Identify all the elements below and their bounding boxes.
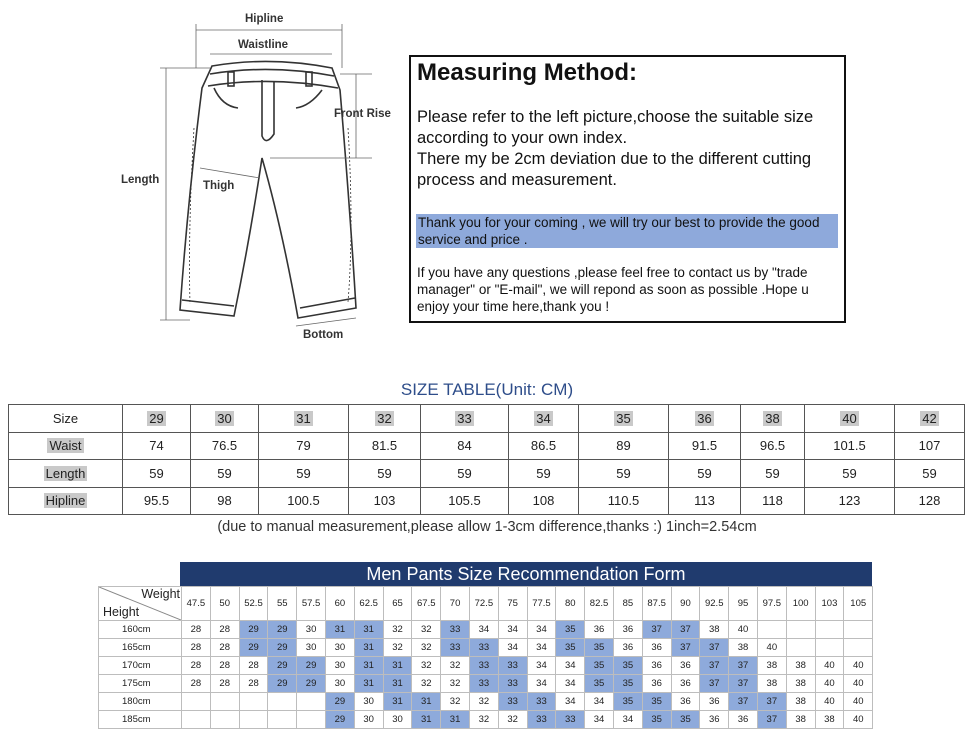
size-cell: 74 — [123, 432, 191, 460]
size-recommendation-cell: 29 — [297, 657, 326, 675]
size-recommendation-cell: 28 — [182, 675, 211, 693]
height-row-170cm — [99, 657, 873, 675]
size-recommendation-cell: 32 — [441, 675, 470, 693]
weight-header-cell: 80 — [556, 587, 585, 621]
size-recommendation-cell: 36 — [613, 621, 642, 639]
height-label-cell: 180cm — [99, 693, 182, 711]
size-recommendation-cell: 40 — [844, 675, 873, 693]
size-recommendation-cell — [786, 621, 815, 639]
size-value: 30 — [217, 410, 232, 426]
size-recommendation-cell: 30 — [354, 711, 383, 729]
size-recommendation-cell: 31 — [383, 675, 412, 693]
size-recommendation-cell: 30 — [354, 693, 383, 711]
size-recommendation-cell: 28 — [182, 639, 211, 657]
size-recommendation-cell: 36 — [585, 621, 614, 639]
size-table-title: SIZE TABLE(Unit: CM) — [400, 380, 574, 399]
size-recommendation-cell: 34 — [498, 639, 527, 657]
size-header-cell — [579, 405, 669, 433]
size-header-cell — [509, 405, 579, 433]
size-recommendation-cell — [210, 711, 239, 729]
size-recommendation-cell: 35 — [585, 639, 614, 657]
height-row-160cm — [99, 621, 873, 639]
size-recommendation-cell: 34 — [469, 621, 498, 639]
size-value: 29 — [149, 410, 164, 426]
size-recommendation-cell: 31 — [412, 693, 441, 711]
height-row-165cm — [99, 639, 873, 657]
size-recommendation-cell: 28 — [210, 675, 239, 693]
size-cell: 59 — [741, 460, 805, 488]
size-recommendation-cell: 37 — [729, 657, 758, 675]
size-recommendation-cell: 34 — [585, 711, 614, 729]
size-recommendation-cell: 31 — [325, 621, 354, 639]
size-recommendation-cell: 34 — [556, 675, 585, 693]
size-recommendation-cell: 29 — [325, 711, 354, 729]
size-cell: 98 — [191, 487, 259, 515]
size-cell: 118 — [741, 487, 805, 515]
size-cell: 59 — [259, 460, 349, 488]
size-recommendation-cell: 40 — [815, 657, 844, 675]
size-header-cell — [895, 405, 965, 433]
size-recommendation-cell: 38 — [729, 639, 758, 657]
size-recommendation-cell: 38 — [786, 675, 815, 693]
length-label: Length — [121, 174, 160, 186]
size-recommendation-cell: 37 — [671, 621, 700, 639]
weight-header-cell: 47.5 — [182, 587, 211, 621]
weight-header-cell: 90 — [671, 587, 700, 621]
size-recommendation-cell: 33 — [527, 711, 556, 729]
size-recommendation-cell: 34 — [613, 711, 642, 729]
size-recommendation-cell: 29 — [268, 621, 297, 639]
size-cell: 113 — [669, 487, 741, 515]
size-recommendation-cell: 37 — [700, 675, 729, 693]
size-recommendation-cell: 36 — [671, 693, 700, 711]
weight-header-cell: 60 — [325, 587, 354, 621]
size-recommendation-cell: 32 — [383, 621, 412, 639]
size-recommendation-cell — [239, 711, 268, 729]
size-recommendation-cell: 31 — [441, 711, 470, 729]
weight-label: Weight — [141, 587, 180, 601]
size-cell: 59 — [123, 460, 191, 488]
height-label: Height — [103, 605, 140, 619]
size-recommendation-cell: 34 — [556, 693, 585, 711]
height-row-175cm — [99, 675, 873, 693]
size-recommendation-cell: 36 — [671, 675, 700, 693]
size-recommendation-cell: 34 — [527, 639, 556, 657]
size-cell: 123 — [805, 487, 895, 515]
weight-header-cell: 97.5 — [757, 587, 786, 621]
size-recommendation-cell: 32 — [412, 621, 441, 639]
size-recommendation-cell — [297, 693, 326, 711]
size-value: 32 — [377, 410, 392, 426]
size-recommendation-cell: 33 — [469, 657, 498, 675]
size-recommendation-cell: 40 — [844, 711, 873, 729]
contact-text: If you have any questions ,please feel free to contact us by "trade manager" or "E-mail", we will repond as soon as possible .Hope u enjoy your time here,thank you ! — [417, 265, 809, 314]
size-recommendation-cell: 30 — [325, 639, 354, 657]
bottom-label: Bottom — [303, 329, 344, 341]
size-recommendation-cell: 33 — [527, 693, 556, 711]
size-recommendation-cell: 32 — [383, 639, 412, 657]
height-row-185cm — [99, 711, 873, 729]
pants-measurement-diagram — [110, 8, 410, 348]
size-value: 38 — [765, 410, 780, 426]
height-label-cell: 185cm — [99, 711, 182, 729]
size-value: 40 — [842, 410, 857, 426]
size-recommendation-cell: 33 — [469, 639, 498, 657]
size-recommendation-cell: 33 — [556, 711, 585, 729]
size-recommendation-cell: 30 — [325, 657, 354, 675]
size-recommendation-cell: 38 — [815, 711, 844, 729]
size-recommendation-cell: 32 — [441, 693, 470, 711]
size-recommendation-cell: 35 — [613, 657, 642, 675]
weight-header-cell: 85 — [613, 587, 642, 621]
size-recommendation-cell: 36 — [613, 639, 642, 657]
size-recommendation-cell: 37 — [757, 711, 786, 729]
size-recommendation-cell: 31 — [354, 621, 383, 639]
size-recommendation-cell: 29 — [268, 639, 297, 657]
height-label-cell: 170cm — [99, 657, 182, 675]
weight-header-cell: 72.5 — [469, 587, 498, 621]
size-recommendation-cell: 40 — [844, 657, 873, 675]
corner-cell — [99, 587, 181, 620]
size-recommendation-cell — [786, 639, 815, 657]
weight-header-cell: 65 — [383, 587, 412, 621]
size-recommendation-cell: 31 — [412, 711, 441, 729]
height-row-180cm — [99, 693, 873, 711]
size-recommendation-cell: 33 — [498, 657, 527, 675]
weight-header-cell: 62.5 — [354, 587, 383, 621]
size-cell: 76.5 — [191, 432, 259, 460]
size-recommendation-cell: 30 — [297, 639, 326, 657]
weight-header-cell: 77.5 — [527, 587, 556, 621]
size-recommendation-cell: 28 — [210, 621, 239, 639]
weight-header-cell: 95 — [729, 587, 758, 621]
size-recommendation-cell: 38 — [757, 675, 786, 693]
size-cell: 91.5 — [669, 432, 741, 460]
size-recommendation-cell: 32 — [498, 711, 527, 729]
size-header-cell — [259, 405, 349, 433]
size-recommendation-cell: 28 — [210, 657, 239, 675]
size-recommendation-cell: 37 — [671, 639, 700, 657]
size-cell: 95.5 — [123, 487, 191, 515]
size-cell: 100.5 — [259, 487, 349, 515]
size-recommendation-cell — [815, 621, 844, 639]
size-header-row — [9, 405, 965, 433]
size-recommendation-cell: 31 — [354, 675, 383, 693]
size-recommendation-cell: 35 — [556, 639, 585, 657]
size-recommendation-cell: 28 — [239, 657, 268, 675]
size-recommendation-cell: 37 — [700, 639, 729, 657]
size-recommendation-cell: 34 — [556, 657, 585, 675]
size-cell: 110.5 — [579, 487, 669, 515]
size-recommendation-cell: 32 — [469, 693, 498, 711]
size-header-cell — [349, 405, 421, 433]
size-recommendation-cell: 37 — [642, 621, 671, 639]
size-header-cell — [123, 405, 191, 433]
weight-height-corner — [99, 587, 182, 621]
weight-header-cell: 105 — [844, 587, 873, 621]
measuring-method-instructions — [417, 107, 837, 191]
size-recommendation-cell — [757, 621, 786, 639]
size-recommendation-cell — [210, 693, 239, 711]
size-recommendation-cell — [815, 639, 844, 657]
size-recommendation-cell: 36 — [671, 657, 700, 675]
size-recommendation-cell: 40 — [757, 639, 786, 657]
size-row-label-cell — [9, 487, 123, 515]
weight-header-cell: 52.5 — [239, 587, 268, 621]
size-cell: 59 — [349, 460, 421, 488]
size-table — [8, 404, 965, 515]
size-cell: 105.5 — [421, 487, 509, 515]
size-row-label: Hipline — [45, 493, 86, 509]
size-note: (due to manual measurement,please allow 1-3cm difference,thanks :) 1inch=2.54cm — [217, 519, 757, 535]
size-recommendation-cell: 36 — [700, 711, 729, 729]
size-cell: 103 — [349, 487, 421, 515]
size-recommendation-cell: 33 — [441, 639, 470, 657]
size-cell: 59 — [669, 460, 741, 488]
size-recommendation-cell — [844, 621, 873, 639]
size-recommendation-cell: 29 — [325, 693, 354, 711]
weight-header-cell: 70 — [441, 587, 470, 621]
size-recommendation-cell: 33 — [441, 621, 470, 639]
size-row-label: Waist — [49, 438, 82, 454]
size-recommendation-cell: 37 — [729, 693, 758, 711]
size-recommendation-cell: 34 — [527, 621, 556, 639]
size-recommendation-cell: 38 — [757, 657, 786, 675]
size-value: 31 — [296, 410, 311, 426]
size-recommendation-cell: 38 — [786, 693, 815, 711]
size-recommendation-cell: 40 — [815, 675, 844, 693]
size-recommendation-cell: 28 — [182, 657, 211, 675]
size-recommendation-cell: 29 — [268, 657, 297, 675]
size-recommendation-cell: 31 — [354, 657, 383, 675]
size-cell: 59 — [509, 460, 579, 488]
size-recommendation-cell — [268, 711, 297, 729]
size-recommendation-cell: 35 — [585, 657, 614, 675]
size-recommendation-cell: 36 — [729, 711, 758, 729]
size-recommendation-cell: 40 — [729, 621, 758, 639]
size-recommendation-cell: 35 — [642, 711, 671, 729]
weight-header-row — [99, 587, 873, 621]
size-recommendation-cell — [239, 693, 268, 711]
size-cell: 81.5 — [349, 432, 421, 460]
thanks-banner: Thank you for your coming , we will try our best to provide the good service and price . — [416, 214, 838, 248]
size-recommendation-cell: 35 — [613, 675, 642, 693]
weight-header-cell: 103 — [815, 587, 844, 621]
size-recommendation-cell: 29 — [268, 675, 297, 693]
size-recommendation-cell: 35 — [642, 693, 671, 711]
size-recommendation-cell: 32 — [412, 657, 441, 675]
weight-header-cell: 75 — [498, 587, 527, 621]
size-recommendation-cell: 30 — [325, 675, 354, 693]
front-rise-label: Front Rise — [334, 108, 391, 120]
size-value: 35 — [616, 410, 631, 426]
size-cell: 59 — [191, 460, 259, 488]
height-label-cell: 165cm — [99, 639, 182, 657]
size-recommendation-cell: 35 — [556, 621, 585, 639]
size-recommendation-cell: 28 — [239, 675, 268, 693]
size-recommendation-cell: 36 — [700, 693, 729, 711]
size-recommendation-cell: 38 — [786, 657, 815, 675]
size-cell: 101.5 — [805, 432, 895, 460]
recommendation-table — [98, 586, 873, 729]
size-recommendation-cell: 34 — [527, 657, 556, 675]
size-row-label-cell — [9, 460, 123, 488]
size-recommendation-cell: 31 — [354, 639, 383, 657]
weight-header-cell: 57.5 — [297, 587, 326, 621]
size-cell: 89 — [579, 432, 669, 460]
size-recommendation-cell: 32 — [441, 657, 470, 675]
weight-header-cell: 100 — [786, 587, 815, 621]
size-recommendation-cell — [844, 639, 873, 657]
thigh-label: Thigh — [203, 180, 235, 192]
size-cell: 86.5 — [509, 432, 579, 460]
size-recommendation-cell: 34 — [527, 675, 556, 693]
weight-header-cell: 50 — [210, 587, 239, 621]
height-label-cell: 175cm — [99, 675, 182, 693]
size-recommendation-cell: 28 — [182, 621, 211, 639]
height-label-cell: 160cm — [99, 621, 182, 639]
recommendation-form-title: Men Pants Size Recommendation Form — [180, 562, 872, 586]
size-cell: 59 — [805, 460, 895, 488]
size-cell: 79 — [259, 432, 349, 460]
size-recommendation-cell: 38 — [786, 711, 815, 729]
size-row-length — [9, 460, 965, 488]
size-recommendation-cell: 34 — [585, 693, 614, 711]
size-row-label: Length — [45, 465, 86, 481]
size-recommendation-cell: 31 — [383, 657, 412, 675]
weight-header-cell: 92.5 — [700, 587, 729, 621]
size-recommendation-cell: 40 — [815, 693, 844, 711]
size-value: 34 — [536, 410, 551, 426]
size-header-cell — [805, 405, 895, 433]
size-cell: 96.5 — [741, 432, 805, 460]
size-row-hipline — [9, 487, 965, 515]
size-recommendation-cell: 29 — [239, 639, 268, 657]
size-recommendation-cell — [182, 693, 211, 711]
size-recommendation-cell: 35 — [671, 711, 700, 729]
size-recommendation-cell: 32 — [412, 675, 441, 693]
instruction-line-2: There my be 2cm deviation due to the different cutting process and measurement. — [417, 150, 812, 189]
size-recommendation-cell: 33 — [498, 693, 527, 711]
size-recommendation-cell: 29 — [297, 675, 326, 693]
size-value: 42 — [922, 410, 937, 426]
size-recommendation-cell: 32 — [469, 711, 498, 729]
size-recommendation-cell: 29 — [239, 621, 268, 639]
size-recommendation-cell: 33 — [469, 675, 498, 693]
size-recommendation-cell: 31 — [383, 693, 412, 711]
size-header-cell — [669, 405, 741, 433]
size-recommendation-cell: 36 — [642, 675, 671, 693]
size-cell: 59 — [895, 460, 965, 488]
size-header-cell — [741, 405, 805, 433]
measuring-method-title: Measuring Method: — [417, 59, 637, 86]
size-cell: 128 — [895, 487, 965, 515]
size-recommendation-cell: 36 — [642, 657, 671, 675]
size-recommendation-cell: 30 — [297, 621, 326, 639]
size-recommendation-cell: 37 — [757, 693, 786, 711]
size-recommendation-cell: 34 — [498, 621, 527, 639]
size-cell: 59 — [579, 460, 669, 488]
size-header-label: Size — [9, 405, 123, 433]
weight-header-cell: 87.5 — [642, 587, 671, 621]
size-recommendation-cell — [297, 711, 326, 729]
weight-header-cell: 82.5 — [585, 587, 614, 621]
size-row-label-cell — [9, 432, 123, 460]
size-cell: 84 — [421, 432, 509, 460]
size-recommendation-cell: 37 — [700, 657, 729, 675]
size-cell: 59 — [421, 460, 509, 488]
size-cell: 107 — [895, 432, 965, 460]
measuring-method-box — [409, 55, 846, 323]
size-recommendation-cell: 37 — [729, 675, 758, 693]
size-recommendation-cell: 28 — [210, 639, 239, 657]
size-recommendation-cell: 35 — [613, 693, 642, 711]
hipline-label: Hipline — [245, 13, 284, 25]
size-recommendation-cell: 35 — [585, 675, 614, 693]
size-recommendation-cell — [268, 693, 297, 711]
size-recommendation-cell: 33 — [498, 675, 527, 693]
weight-header-cell: 55 — [268, 587, 297, 621]
size-recommendation-cell: 32 — [412, 639, 441, 657]
size-cell: 108 — [509, 487, 579, 515]
waistline-label: Waistline — [238, 39, 289, 51]
weight-header-cell: 67.5 — [412, 587, 441, 621]
size-value: 36 — [697, 410, 712, 426]
instruction-line-1: Please refer to the left picture,choose the suitable size according to your own index. — [417, 108, 814, 147]
size-row-waist — [9, 432, 965, 460]
size-header-cell — [421, 405, 509, 433]
size-recommendation-cell: 40 — [844, 693, 873, 711]
size-header-cell — [191, 405, 259, 433]
size-recommendation-cell: 36 — [642, 639, 671, 657]
size-recommendation-cell: 38 — [700, 621, 729, 639]
size-recommendation-cell — [182, 711, 211, 729]
size-value: 33 — [457, 410, 472, 426]
size-recommendation-cell: 30 — [383, 711, 412, 729]
